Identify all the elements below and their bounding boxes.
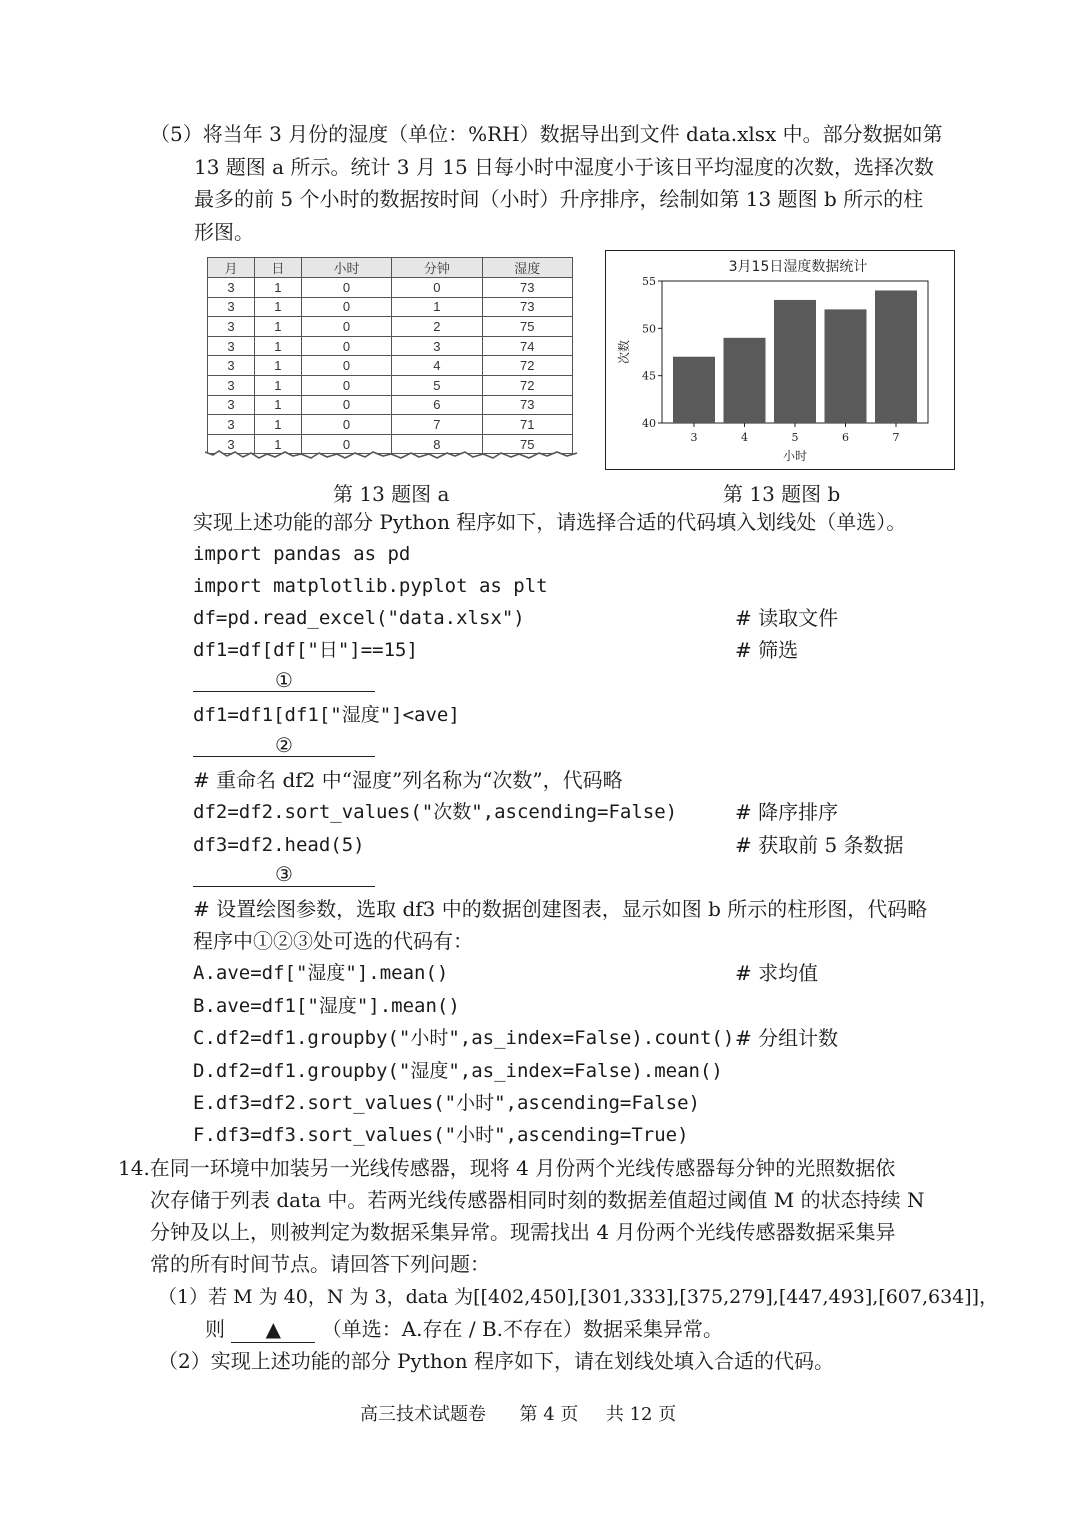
q14-sub-2: （2）实现上述功能的部分 Python 程序如下，请在划线处填入合适的代码。 xyxy=(158,1349,835,1373)
option-b: B.ave=df1["湿度"].mean() xyxy=(193,995,460,1017)
bar-group xyxy=(673,290,917,423)
answer-prefix: 则 xyxy=(205,1317,225,1341)
chart-title: 3月15日湿度数据统计 xyxy=(728,259,868,275)
y-tick-label: 50 xyxy=(642,322,656,336)
table-cell: 1 xyxy=(254,415,301,435)
blank-2-label: ② xyxy=(275,733,293,757)
caption-figure-b: 第 13 题图 b xyxy=(723,482,841,506)
table-cell: 1 xyxy=(254,336,301,356)
table-cell: 1 xyxy=(392,297,482,317)
q5-line-1: （5）将当年 3 月份的湿度（单位：%RH）数据导出到文件 data.xlsx 中。部分数据如第 xyxy=(150,122,943,146)
table-cell: 0 xyxy=(301,278,391,298)
code-sort-desc: df2=df2.sort_values("次数",ascending=False) xyxy=(193,801,678,823)
code-import-pandas: import pandas as pd xyxy=(193,543,411,565)
footer-title: 高三技术试题卷 xyxy=(360,1404,486,1425)
table-cell: 3 xyxy=(208,317,255,337)
q14-line-2: 次存储于列表 data 中。若两光线传感器相同时刻的数据差值超过阈值 M 的状态持续 N xyxy=(150,1188,925,1212)
table-row xyxy=(208,336,573,356)
table-cell: 72 xyxy=(482,375,572,395)
comment-head: # 获取前 5 条数据 xyxy=(735,833,904,857)
y-axis-label: 次数 xyxy=(617,339,631,365)
x-tick-label: 3 xyxy=(690,431,698,444)
option-d: D.df2=df1.groupby("湿度",as_index=False).mean() xyxy=(193,1060,723,1082)
table-cell: 72 xyxy=(482,356,572,376)
table-header-cell: 小时 xyxy=(301,258,391,278)
comment-plot: # 设置绘图参数，选取 df3 中的数据创建图表，显示如图 b 所示的柱形图，代码略 xyxy=(193,897,928,921)
table-row xyxy=(208,356,573,376)
bar-hour-4 xyxy=(724,338,766,423)
table-cell: 0 xyxy=(301,415,391,435)
table-cell: 1 xyxy=(254,317,301,337)
table-cell: 0 xyxy=(301,356,391,376)
table-cell: 0 xyxy=(301,375,391,395)
table-cell: 0 xyxy=(301,317,391,337)
table-cell: 4 xyxy=(392,356,482,376)
y-tick-label: 40 xyxy=(642,417,656,430)
table-cell: 75 xyxy=(482,434,572,454)
footer xyxy=(360,1400,676,1426)
x-tick-label: 6 xyxy=(842,431,849,444)
q5-line-2: 13 题图 a 所示。统计 3 月 15 日每小时中湿度小于该日平均湿度的次数，选择次数 xyxy=(194,154,935,179)
x-tick-label: 7 xyxy=(892,431,900,444)
q14-line-1: 14.在同一环境中加装另一光线传感器，现将 4 月份两个光线传感器每分钟的光照数据依 xyxy=(118,1156,896,1180)
q5-paragraph xyxy=(150,118,980,248)
table-cell: 7 xyxy=(392,415,482,435)
q5-line-4: 形图。 xyxy=(194,219,254,244)
table-cell: 0 xyxy=(301,297,391,317)
y-tick-label: 55 xyxy=(642,275,656,288)
table-header-row xyxy=(208,258,573,278)
code-import-matplotlib: import matplotlib.pyplot as plt xyxy=(193,575,548,597)
table-cell: 3 xyxy=(208,336,255,356)
code-head: df3=df2.head(5) xyxy=(193,834,365,856)
option-f: F.df3=df3.sort_values("小时",ascending=True) xyxy=(193,1124,689,1146)
table-cell: 0 xyxy=(301,395,391,415)
table-cell: 3 xyxy=(392,336,482,356)
table-row xyxy=(208,278,573,298)
table-cell: 1 xyxy=(254,356,301,376)
table-cell: 3 xyxy=(208,375,255,395)
table-cell: 3 xyxy=(208,356,255,376)
q14-sub-1-answer xyxy=(205,1313,723,1345)
bar-hour-5 xyxy=(774,300,816,423)
table-cell: 2 xyxy=(392,317,482,337)
footer-total: 共 12 页 xyxy=(605,1404,677,1425)
option-a: A.ave=df["湿度"].mean() xyxy=(193,962,449,984)
comment-option-a: # 求均值 xyxy=(735,961,819,985)
y-tick-label: 45 xyxy=(642,369,656,383)
q5-line-3: 最多的前 5 个小时的数据按时间（小时）升序排序，绘制如第 13 题图 b 所示的柱 xyxy=(194,187,924,211)
table-cell: 8 xyxy=(392,434,482,454)
triangle-icon: ▲ xyxy=(265,1317,282,1341)
answer-suffix: （单选：A.存在 / B.不存在）数据采集异常。 xyxy=(321,1317,724,1341)
table-cell: 1 xyxy=(254,278,301,298)
table-row xyxy=(208,297,573,317)
x-axis-label: 小时 xyxy=(782,449,808,463)
table-cell: 0 xyxy=(301,434,391,454)
bar-hour-3 xyxy=(673,357,715,423)
comment-rename: # 重命名 df2 中“湿度”列名称为“次数”，代码略 xyxy=(193,768,623,792)
option-e: E.df3=df2.sort_values("小时",ascending=False) xyxy=(193,1092,700,1114)
table-cell: 3 xyxy=(208,434,255,454)
options-intro: 程序中①②③处可选的代码有： xyxy=(193,929,473,953)
table-cell: 1 xyxy=(254,395,301,415)
comment-read: # 读取文件 xyxy=(735,606,839,630)
table-cell: 73 xyxy=(482,297,572,317)
bar-hour-6 xyxy=(825,309,867,423)
table-cell: 73 xyxy=(482,278,572,298)
table-cell: 3 xyxy=(208,395,255,415)
q14-line-4: 常的所有时间节点。请回答下列问题： xyxy=(150,1252,490,1276)
table-row xyxy=(208,317,573,337)
comment-option-c: # 分组计数 xyxy=(735,1026,839,1050)
code-intro: 实现上述功能的部分 Python 程序如下，请选择合适的代码填入划线处（单选）。 xyxy=(193,510,907,534)
code-filter-ave: df1=df1[df1["湿度"]<ave] xyxy=(193,704,460,726)
blank-3-label: ③ xyxy=(275,862,293,886)
footer-page: 第 4 页 xyxy=(519,1404,579,1425)
q14-sub-1: （1）若 M 为 40，N 为 3，data 为[[402,450],[301,333],[375,279],[447,493],[607,634]]， xyxy=(158,1286,999,1308)
table-cell: 3 xyxy=(208,297,255,317)
code-filter-day: df1=df[df["日"]==15] xyxy=(193,639,418,661)
code-read-excel: df=pd.read_excel("data.xlsx") xyxy=(193,607,525,629)
blank-3-line xyxy=(193,886,375,887)
table-body xyxy=(208,278,573,454)
option-c: C.df2=df1.groupby("小时",as_index=False).count() xyxy=(193,1027,735,1049)
table-header-cell: 湿度 xyxy=(482,258,572,278)
table-header-cell: 月 xyxy=(208,258,255,278)
table-cell: 73 xyxy=(482,395,572,415)
table-cell: 75 xyxy=(482,317,572,337)
bar-chart-svg xyxy=(606,251,954,469)
table-header-cell: 日 xyxy=(254,258,301,278)
humidity-table xyxy=(207,257,573,454)
caption-figure-a: 第 13 题图 a xyxy=(333,482,450,506)
table-cell: 1 xyxy=(254,297,301,317)
table-row xyxy=(208,415,573,435)
table-cell: 1 xyxy=(254,434,301,454)
q14-line-3: 分钟及以上，则被判定为数据采集异常。现需找出 4 月份两个光线传感器数据采集异 xyxy=(150,1220,896,1244)
table-cell: 1 xyxy=(254,375,301,395)
answer-blank xyxy=(231,1316,315,1343)
table-cell: 3 xyxy=(208,278,255,298)
comment-sort: # 降序排序 xyxy=(735,800,839,824)
x-ticks xyxy=(691,423,900,444)
table-cell: 74 xyxy=(482,336,572,356)
table-row xyxy=(208,395,573,415)
table-header-cell: 分钟 xyxy=(392,258,482,278)
table-cell: 71 xyxy=(482,415,572,435)
figure-b-chart xyxy=(605,250,955,470)
table-cell: 6 xyxy=(392,395,482,415)
table-cell: 0 xyxy=(301,336,391,356)
y-ticks xyxy=(642,275,662,430)
x-tick-label: 4 xyxy=(741,431,748,444)
comment-filter: # 筛选 xyxy=(735,638,799,662)
torn-edge xyxy=(205,446,577,464)
x-tick-label: 5 xyxy=(791,431,799,444)
table-cell: 3 xyxy=(208,415,255,435)
figure-a-table xyxy=(207,257,573,462)
table-row xyxy=(208,375,573,395)
blank-1-label: ① xyxy=(275,668,293,692)
table-cell: 0 xyxy=(392,278,482,298)
bar-hour-7 xyxy=(875,290,917,423)
table-cell: 5 xyxy=(392,375,482,395)
